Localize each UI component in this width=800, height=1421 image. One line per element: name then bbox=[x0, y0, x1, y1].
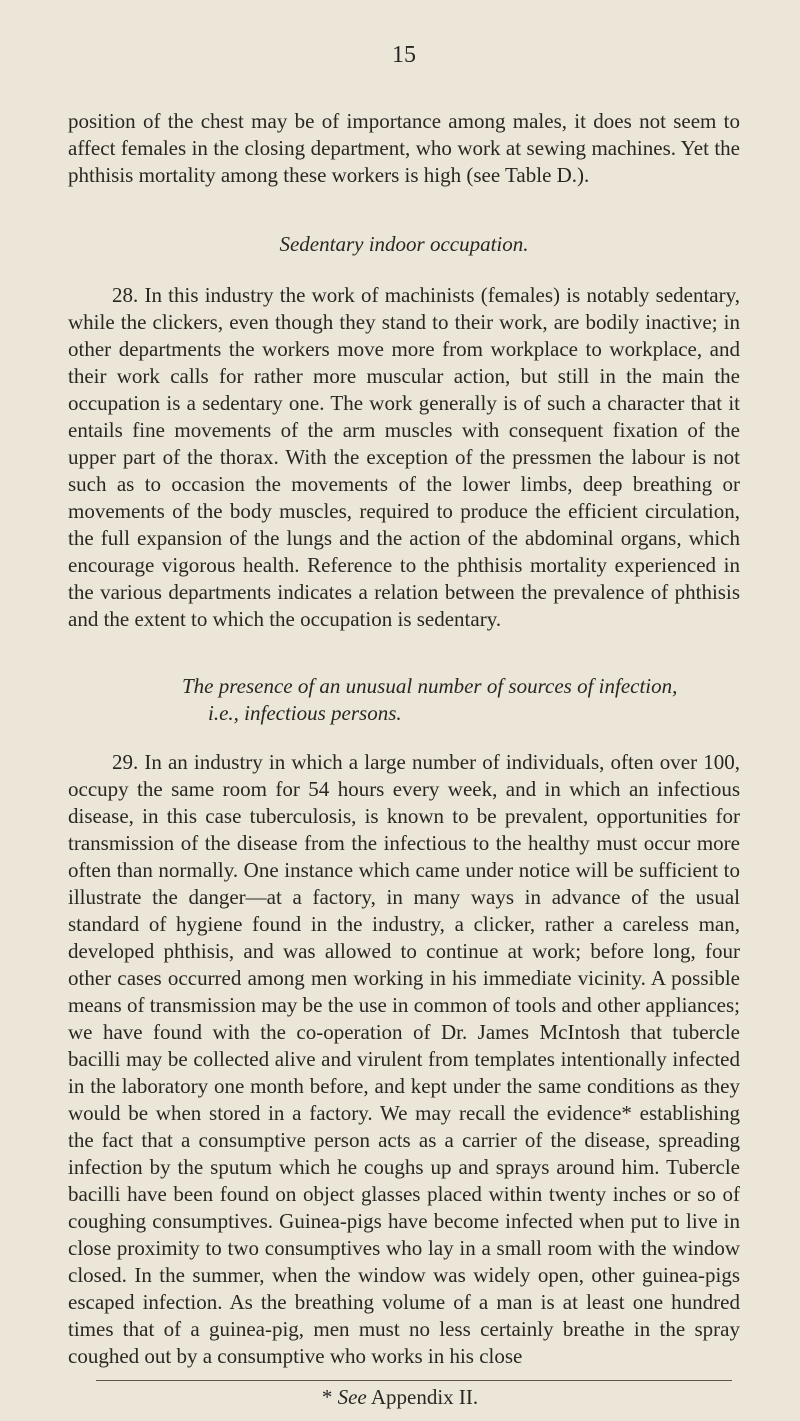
footnote bbox=[0, 1384, 800, 1411]
footnote-reference: Appendix II. bbox=[366, 1385, 479, 1409]
footnote-see: See bbox=[337, 1385, 367, 1409]
paragraph-28: 28. In this industry the work of machinists (females) is notably sedentary, while the clickers, even though they stand to their work, are bodily inactive; in other departments the workers move more from workplace to workplace, and their work calls for rather more muscular action, but still in the main the occupation is a sedentary one. The work generally is of such a character that it entails fine movements of the arm muscles with consequent fixation of the upper part of the thorax. With the exception of the pressmen the labour is not such as to occasion the movements of the lower limbs, deep breathing or movements of the body muscles, required to produce the efficient circulation, the full expansion of the lungs and the action of the abdominal organs, which encourage vigorous health. Reference to the phthisis mortality experienced in the various departments indicates a relation between the prevalence of phthisis and the extent to which the occupation is sedentary. bbox=[68, 283, 740, 631]
footnote-marker: * bbox=[321, 1385, 338, 1409]
section-heading-presence: The presence of an unusual number of sources of infection, bbox=[182, 674, 678, 698]
footnote-divider bbox=[96, 1380, 732, 1381]
paragraph-intro: position of the chest may be of importance among males, it does not seem to affect females in the closing department, who work at sewing machines. Yet the phthisis mortality among these workers is high (see Table D.). bbox=[68, 109, 740, 187]
section-heading-sedentary: Sedentary indoor occupation. bbox=[279, 232, 529, 256]
section-heading-presence-continued: i.e., infectious persons. bbox=[208, 701, 402, 725]
paragraph-29: 29. In an industry in which a large number of individuals, often over 100, occupy the same room for 54 hours every week, and in which an infectious disease, in this case tuberculosis, is known to be prevalent, opportunities for transmission of the disease from the infectious to the healthy must occur more often than normally. One instance which came under notice will be sufficient to illustrate the danger—at a factory, in many ways in advance of the usual standard of hygiene found in the industry, a clicker, rather a careless man, developed phthisis, and was allowed to continue at work; before long, four other cases occurred among men working in his immediate vicinity. A possible means of transmission may be the use in common of tools and other appliances; we have found with the co-operation of Dr. James McIntosh that tubercle bacilli may be collected alive and virulent from templates intentionally infected in the laboratory one month before, and kept under the same conditions as they would be when stored in a factory. We may recall the evidence* establishing the fact that a consumptive person acts as a carrier of the disease, spreading infection by the sputum which he coughs up and sprays around him. Tubercle bacilli have been found on object glasses placed within twenty inches or so of coughing consumptives. Guinea-pigs have become infected when put to live in close proximity to two consumptives who lay in a small room with the window closed. In the summer, when the window was widely open, other guinea-pigs escaped infection. As the breathing volume of a man is at least one hundred times that of a guinea-pig, men must no less certainly breathe in the spray coughed out by a consumptive who works in his close bbox=[68, 750, 740, 1368]
page-number: 15 bbox=[392, 42, 416, 68]
